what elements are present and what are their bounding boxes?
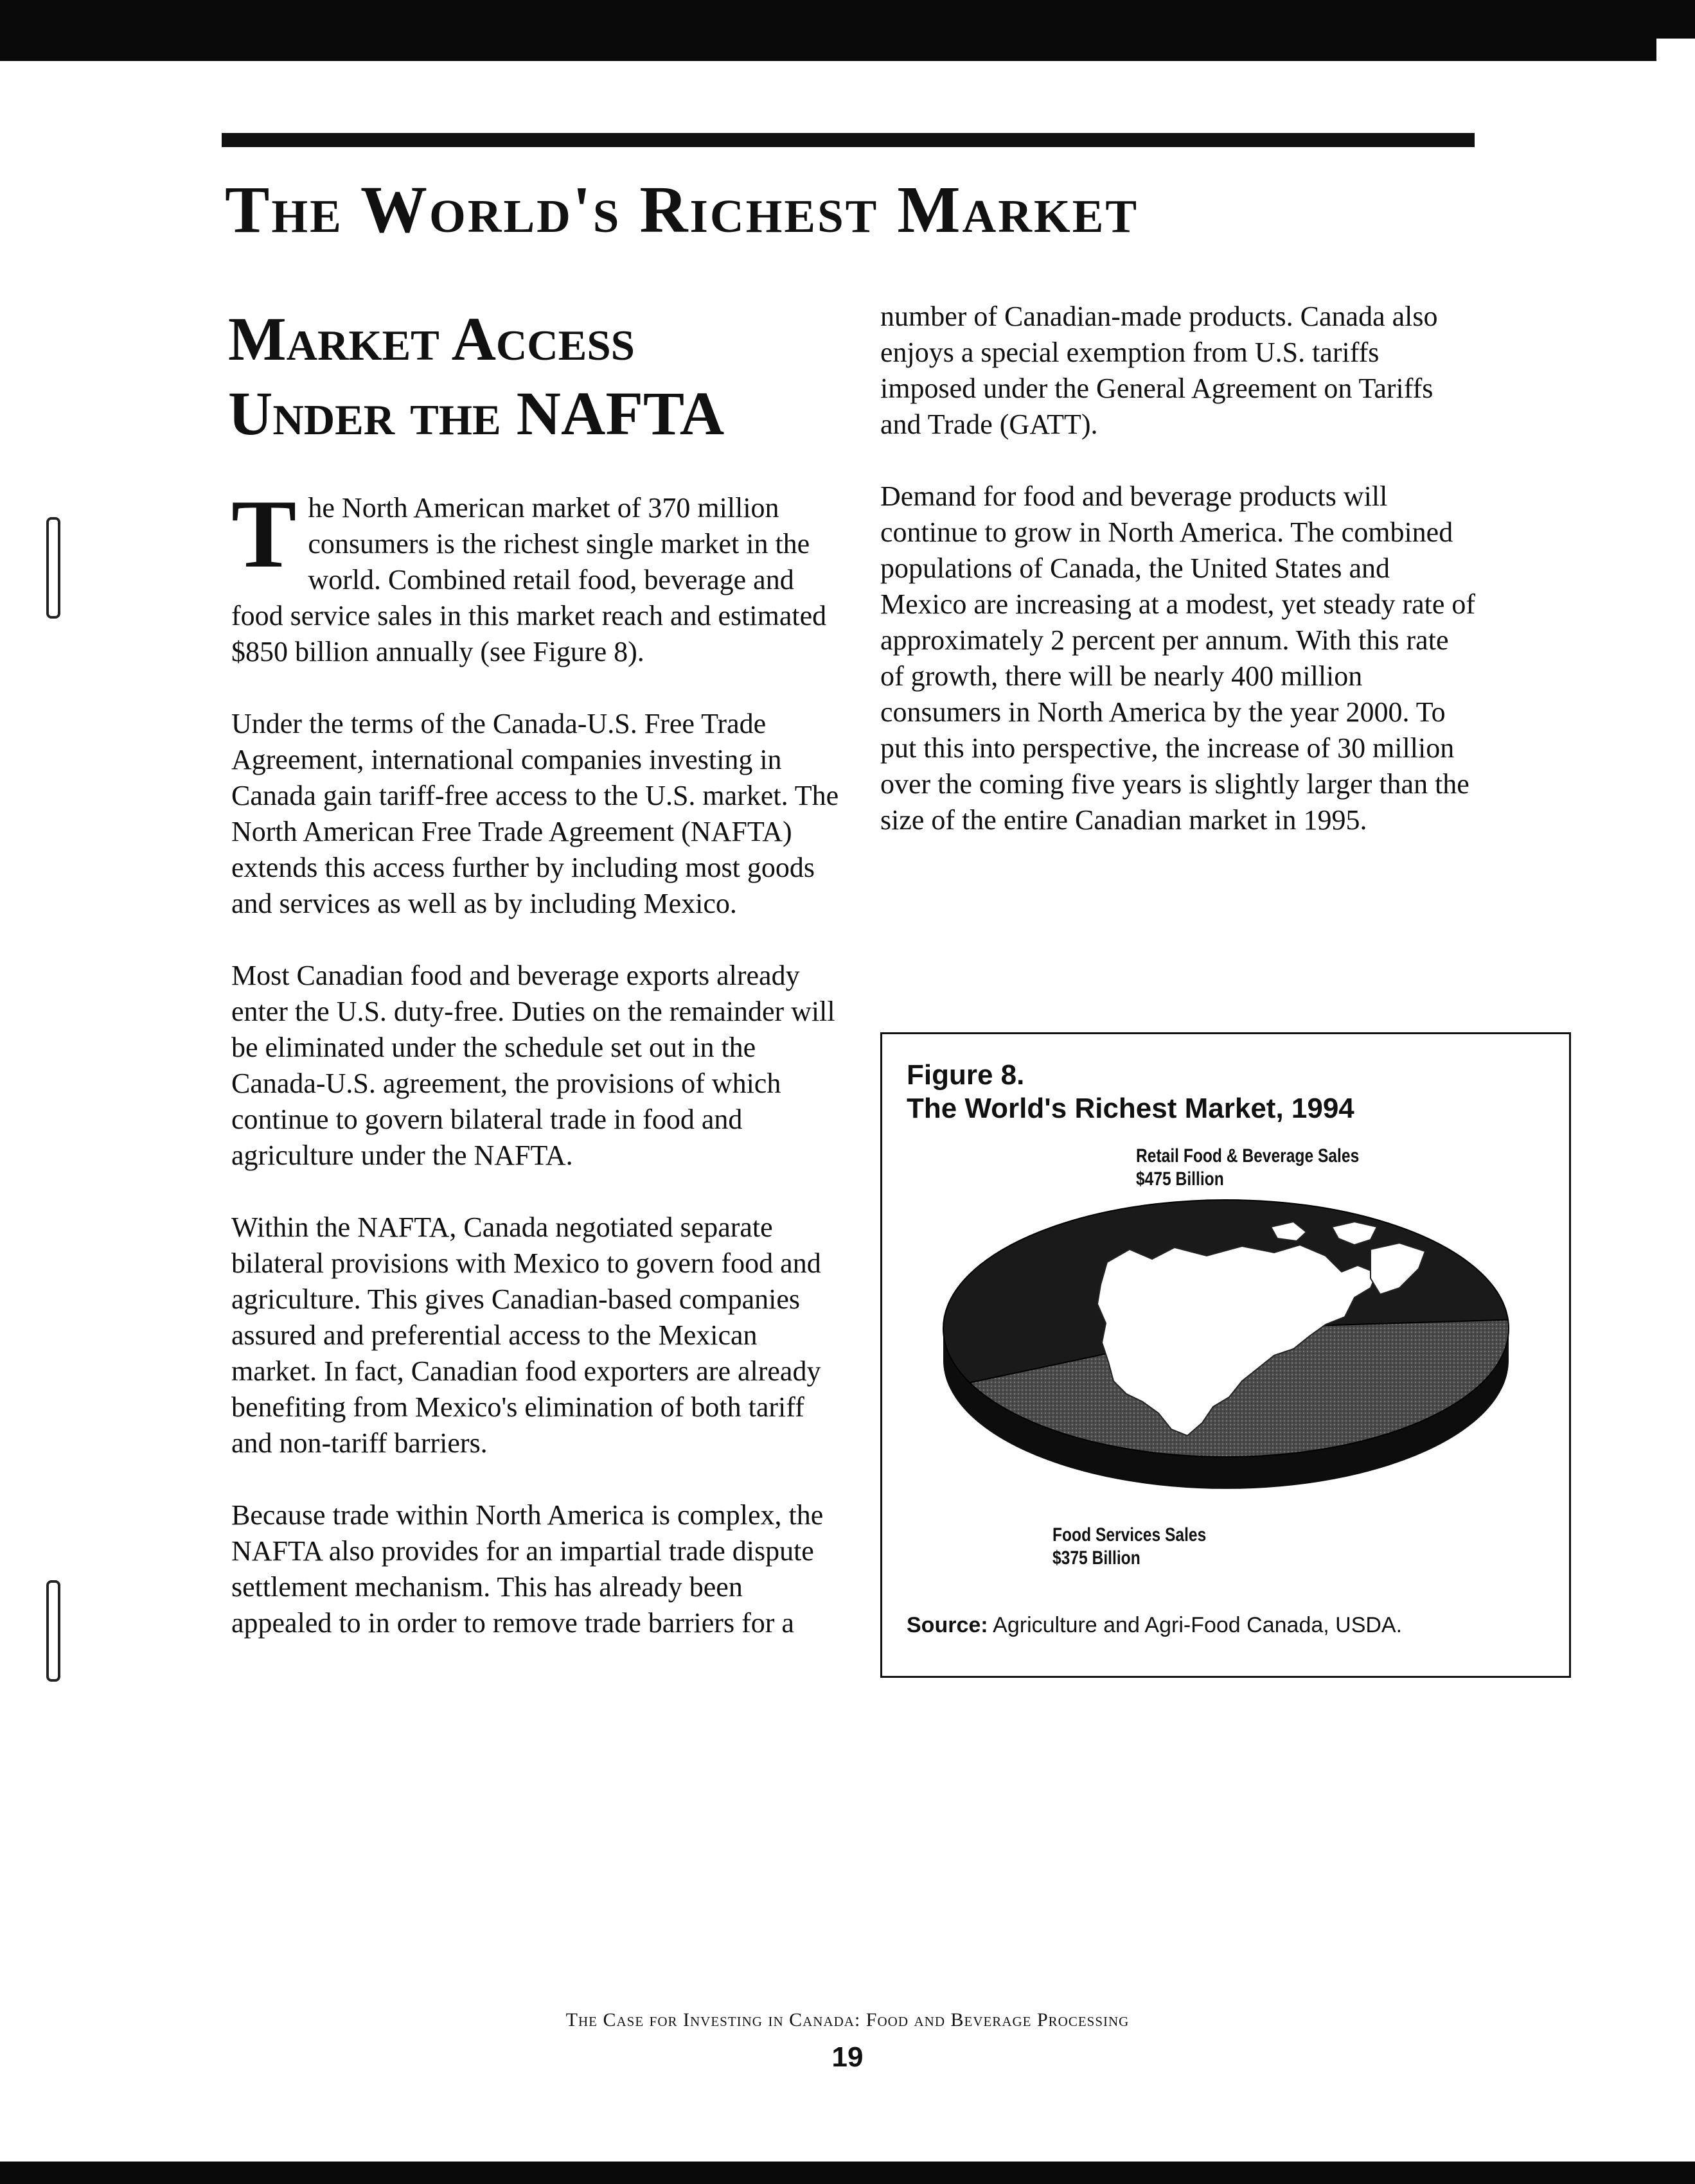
binding-mark xyxy=(46,517,60,619)
paragraph: number of Canadian-made products. Canada also enjoys a special exemption from U.S. tariffs imposed under the General Agreement on Tariffs and Trade (GATT). xyxy=(880,301,1438,440)
pie-chart xyxy=(882,1034,1569,1676)
section-heading-line: Under the NAFTA xyxy=(228,379,725,448)
page-title: The World's Richest Market xyxy=(225,173,1139,247)
slice-label-food-services xyxy=(1052,1524,1206,1570)
paragraph: Within the NAFTA, Canada negotiated separate bilateral provisions with Mexico to govern food and agriculture. This gives Canadian-based companies assured and preferential access to the Mexican market. In fact, Canadian food exporters are already benefiting from Mexico's elimination of both tariff and non-tariff barriers. xyxy=(231,1211,821,1459)
left-column xyxy=(231,480,842,1677)
source-label: Source: xyxy=(907,1613,988,1637)
figure-8 xyxy=(880,1032,1571,1678)
header-rule xyxy=(222,133,1475,147)
scan-border-bottom xyxy=(0,2162,1695,2184)
figure-title: The World's Richest Market, 1994 xyxy=(907,1093,1354,1124)
scan-border-top xyxy=(0,0,1695,61)
slice-label-retail xyxy=(1136,1145,1359,1191)
page-number: 19 xyxy=(831,2041,864,2073)
paragraph: Most Canadian food and beverage exports already enter the U.S. duty-free. Duties on the remainder will be eliminated under the schedule set out in the Canada-U.S. agreement, the provisions of which continue to govern bilateral trade in food and agriculture under the NAFTA. xyxy=(231,960,835,1171)
footer-title: The Case for Investing in Canada: Food and Beverage Processing xyxy=(565,2009,1130,2030)
scan-edge-notch xyxy=(1656,39,1695,64)
paragraph: Demand for food and beverage products will continue to grow in North America. The combined populations of Canada, the United States and Mexico are increasing at a modest, yet steady rate of approximately 2 percent per annum. With this rate of growth, there will be nearly 400 million consumers in North America by the year 2000. To put this into perspective, the increase of 30 million over the coming five years is slightly larger than the size of the entire Canadian market in 1995. xyxy=(880,480,1476,836)
figure-source xyxy=(907,1612,1402,1638)
paragraph: Because trade within North America is complex, the NAFTA also provides for an impartial trade dispute settlement mechanism. This has already been appealed to in order to remove trade barriers for a xyxy=(231,1499,824,1639)
source-text: Agriculture and Agri-Food Canada, USDA. xyxy=(993,1613,1403,1637)
figure-label: Figure 8. xyxy=(907,1059,1025,1091)
section-heading-line: Market Access xyxy=(228,304,635,373)
right-column xyxy=(880,299,1478,874)
slice-value: $475 Billion xyxy=(1136,1168,1224,1190)
slice-value: $375 Billion xyxy=(1052,1547,1140,1569)
paragraph: Under the terms of the Canada-U.S. Free Trade Agreement, international companies investing in Canada gain tariff-free access to the U.S. market. The North American Free Trade Agreement (NAFTA) extends this access further by including most goods and services as well as by including Mexico. xyxy=(231,708,839,919)
slice-name: Food Services Sales xyxy=(1052,1524,1207,1546)
section-heading xyxy=(228,302,806,451)
paragraph-text: he North American market of 370 million consumers is the richest single market in the world. Combined retail food, beverage and food service sales in this market reach and estimated $850 billion annually (see Figure 8). xyxy=(231,492,827,667)
paragraph xyxy=(231,480,842,670)
drop-cap: T xyxy=(231,480,297,588)
slice-name: Retail Food & Beverage Sales xyxy=(1136,1145,1360,1167)
binding-mark xyxy=(46,1580,60,1682)
